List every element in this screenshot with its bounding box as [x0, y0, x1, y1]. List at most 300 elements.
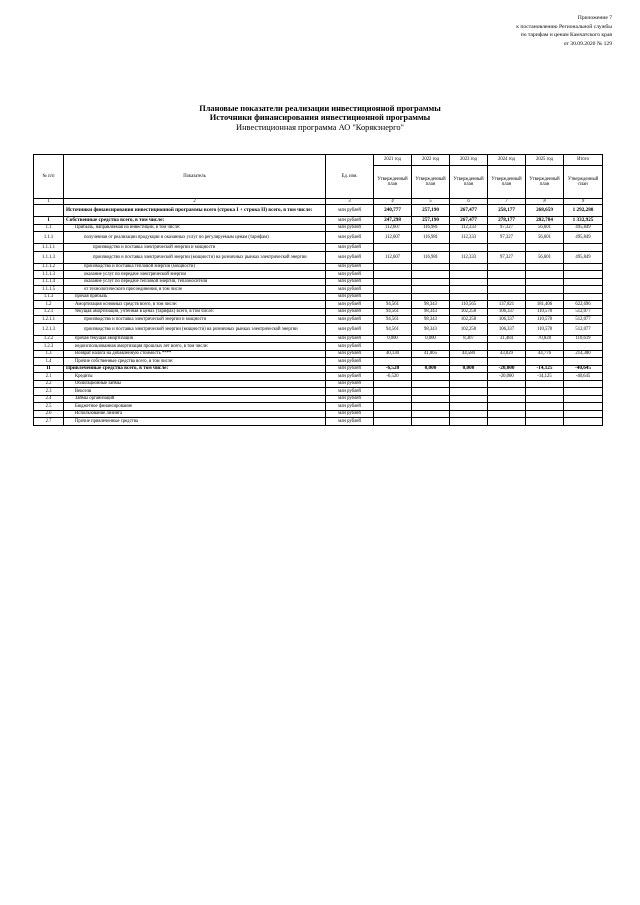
row-value [564, 418, 603, 426]
row-number: 1.2.3 [34, 343, 64, 351]
row-value [488, 395, 526, 403]
row-indicator: Прочие собственные средства всего, в том числе: [64, 358, 326, 366]
row-indicator: от технологического присоединения, в том числе [64, 286, 326, 294]
row-unit: млн рублей [326, 301, 374, 309]
table-row [34, 350, 603, 358]
header-sub: Утвержденный план [488, 166, 526, 199]
table-row [34, 323, 603, 335]
row-value [488, 244, 526, 252]
row-value: -20,000 [488, 365, 526, 373]
column-index: 4 [374, 199, 412, 205]
table-row [34, 271, 603, 279]
row-value [526, 388, 564, 396]
row-number: 1.1.1 [34, 232, 64, 244]
row-indicator: текущая амортизация, учтенная в ценах (тарифах) всего, в том числе: [64, 308, 326, 316]
row-indicator: недоиспользованная амортизация прошлых лет всего, в том числе: [64, 343, 326, 351]
table-row [34, 301, 603, 309]
row-value [564, 278, 603, 286]
row-value: 137,821 [488, 301, 526, 309]
row-value: 267,477 [450, 205, 488, 217]
table-row [34, 244, 603, 252]
row-value [374, 263, 412, 271]
appendix-block [516, 14, 612, 48]
row-value: 98,343 [412, 301, 450, 309]
row-value [564, 263, 603, 271]
row-value [564, 358, 603, 366]
row-value [412, 380, 450, 388]
row-value [374, 358, 412, 366]
column-index: 2 [64, 199, 326, 205]
row-unit: млн рублей [326, 263, 374, 271]
row-value [564, 293, 603, 301]
row-indicator: Источники финансирования инвестиционной программы всего (строка I + строка II) всего, в том числе: [64, 205, 326, 217]
row-value: 257,190 [412, 205, 450, 217]
row-unit: млн рублей [326, 251, 374, 263]
row-value [488, 343, 526, 351]
row-value: 116,981 [412, 232, 450, 244]
row-value [412, 410, 450, 418]
header-indicator: Показатель [64, 155, 326, 199]
row-value [488, 278, 526, 286]
table-row [34, 380, 603, 388]
row-value: 495,849 [564, 224, 603, 232]
row-unit: млн рублей [326, 286, 374, 294]
title-line: Плановые показатели реализации инвестиционной программы [199, 104, 441, 113]
row-value: 110,565 [450, 301, 488, 309]
row-number: 1.1.1.3 [34, 271, 64, 279]
table-row [34, 365, 603, 373]
header-sub: Утвержденный план [526, 166, 564, 199]
column-index: 9 [564, 199, 603, 205]
row-unit: млн рублей [326, 380, 374, 388]
row-value: 112,607 [374, 251, 412, 263]
row-value [488, 358, 526, 366]
row-value [564, 388, 603, 396]
row-number: 2.3 [34, 388, 64, 396]
row-value: 1 292,280 [564, 205, 603, 217]
row-unit: млн рублей [326, 358, 374, 366]
row-value: 267,477 [450, 217, 488, 225]
row-value [450, 395, 488, 403]
row-value [488, 418, 526, 426]
row-indicator: Займы организаций [64, 395, 326, 403]
row-indicator: Прибыль, направляемая на инвестиции, в том числе: [64, 224, 326, 232]
row-value [374, 380, 412, 388]
row-value [564, 244, 603, 252]
row-value: 94,561 [374, 301, 412, 309]
row-value [450, 403, 488, 411]
row-value: 102,258 [450, 323, 488, 335]
row-value: 94,561 [374, 323, 412, 335]
row-value [374, 403, 412, 411]
row-value [374, 395, 412, 403]
row-value [450, 380, 488, 388]
row-value: 116,981 [412, 251, 450, 263]
row-value [488, 410, 526, 418]
row-number: 1.1.1.5 [34, 286, 64, 294]
row-value [374, 293, 412, 301]
row-value: 282,784 [526, 217, 564, 225]
row-indicator: производство и поставка электрической энергии и мощности [64, 244, 326, 252]
row-value [526, 418, 564, 426]
table-row [34, 410, 603, 418]
row-value: 258,177 [488, 205, 526, 217]
row-unit: млн рублей [326, 308, 374, 316]
row-value [564, 403, 603, 411]
row-value [412, 358, 450, 366]
row-number: 1.1 [34, 224, 64, 232]
row-value: 0,000 [374, 335, 412, 343]
row-value: 106,337 [488, 323, 526, 335]
row-value [412, 278, 450, 286]
row-value: 8,307 [450, 335, 488, 343]
row-value: 112,333 [450, 251, 488, 263]
row-value [450, 388, 488, 396]
row-number: 2.6 [34, 410, 64, 418]
column-index: 7 [488, 199, 526, 205]
row-value [526, 244, 564, 252]
row-value: 181,406 [526, 301, 564, 309]
row-value [526, 286, 564, 294]
row-value: 278,177 [488, 217, 526, 225]
row-value [374, 410, 412, 418]
row-indicator: Кредиты [64, 373, 326, 381]
row-value [412, 263, 450, 271]
row-indicator: оказание услуг по передаче тепловой энергии, теплоносителя [64, 278, 326, 286]
table-row [34, 217, 603, 225]
row-value: 512,077 [564, 308, 603, 316]
row-value [412, 293, 450, 301]
row-indicator: Использование лизинга [64, 410, 326, 418]
row-value [564, 271, 603, 279]
row-value: 1 332,925 [564, 217, 603, 225]
row-number: 1.2.2 [34, 335, 64, 343]
financing-table [33, 154, 603, 426]
row-number: 1.1.1.3 [34, 251, 64, 263]
row-value [450, 418, 488, 426]
row-value: 110,578 [526, 323, 564, 335]
row-value [488, 293, 526, 301]
column-index: 6 [450, 199, 488, 205]
row-value: 247,298 [374, 217, 412, 225]
row-number: 1.2 [34, 301, 64, 309]
row-value [374, 271, 412, 279]
table-row [34, 335, 603, 343]
row-unit: млн рублей [326, 395, 374, 403]
row-indicator: производство и поставка электрической энергии и мощности [64, 316, 326, 324]
row-value [526, 278, 564, 286]
row-indicator: прочая текущая амортизация [64, 335, 326, 343]
table-row [34, 232, 603, 244]
row-unit: млн рублей [326, 343, 374, 351]
row-value: 622,696 [564, 301, 603, 309]
row-value [374, 418, 412, 426]
row-value [488, 286, 526, 294]
table-row [34, 403, 603, 411]
row-value [412, 403, 450, 411]
row-value: 56,601 [526, 251, 564, 263]
table-row [34, 395, 603, 403]
row-value [412, 244, 450, 252]
title-line: Источники финансирования инвестиционной программы [209, 113, 431, 123]
header-year: 2024 год [488, 155, 526, 166]
row-indicator: Амортизация основных средств всего, в том числе: [64, 301, 326, 309]
row-value [526, 293, 564, 301]
row-value: 98,343 [412, 316, 450, 324]
row-value: 110,619 [564, 335, 603, 343]
row-value [526, 263, 564, 271]
row-indicator: Привлеченные средства всего, в том числе: [64, 365, 326, 373]
table-row [34, 418, 603, 426]
row-value: 110,578 [526, 316, 564, 324]
row-value: 102,258 [450, 308, 488, 316]
row-value [450, 278, 488, 286]
row-value: 94,561 [374, 308, 412, 316]
row-number: 1.1.1.1 [34, 244, 64, 252]
row-number: 1.2.1.3 [34, 323, 64, 335]
row-unit: млн рублей [326, 316, 374, 324]
row-unit: млн рублей [326, 217, 374, 225]
row-value: 44,580 [450, 350, 488, 358]
column-index: 3 [326, 199, 374, 205]
row-value: 112,333 [450, 232, 488, 244]
header-year: 2021 год [374, 155, 412, 166]
row-value: 112,607 [374, 232, 412, 244]
row-value: 214,380 [564, 350, 603, 358]
row-number: II [34, 365, 64, 373]
row-value [450, 263, 488, 271]
row-value: 31,484 [488, 335, 526, 343]
row-number: I [34, 217, 64, 225]
row-value [450, 373, 488, 381]
header-sub: Утвержденный план [450, 166, 488, 199]
row-unit: млн рублей [326, 271, 374, 279]
row-unit: млн рублей [326, 373, 374, 381]
row-unit: млн рублей [326, 205, 374, 217]
appendix-line: от 30.09.2020 № 129 [563, 40, 612, 47]
table-row [34, 388, 603, 396]
row-value: 56,601 [526, 224, 564, 232]
row-number: 2.5 [34, 403, 64, 411]
column-index: 8 [526, 199, 564, 205]
row-unit: млн рублей [326, 388, 374, 396]
row-indicator: Векселя [64, 388, 326, 396]
row-value: 56,601 [526, 232, 564, 244]
row-number: 1.3 [34, 350, 64, 358]
row-indicator: производство и поставка тепловой энергии (мощности) [64, 263, 326, 271]
table-row [34, 224, 603, 232]
row-value [412, 418, 450, 426]
row-value: 70,828 [526, 335, 564, 343]
header-year: 2025 год [526, 155, 564, 166]
row-value [526, 380, 564, 388]
row-unit: млн рублей [326, 244, 374, 252]
row-value: 0,000 [450, 365, 488, 373]
row-value [450, 343, 488, 351]
row-value [488, 388, 526, 396]
row-number: 1.1.1.2 [34, 263, 64, 271]
row-unit: млн рублей [326, 410, 374, 418]
row-value [564, 286, 603, 294]
row-value: 97,327 [488, 224, 526, 232]
table-body [34, 205, 603, 426]
row-value [564, 380, 603, 388]
header-sub: Утвержденный план [564, 166, 603, 199]
row-value: 106,337 [488, 308, 526, 316]
table-row [34, 316, 603, 324]
row-indicator: Прочие привлеченные средства [64, 418, 326, 426]
row-value [412, 343, 450, 351]
row-value: 98,343 [412, 308, 450, 316]
table-row [34, 373, 603, 381]
row-value [412, 271, 450, 279]
row-value: 240,777 [374, 205, 412, 217]
row-value: 43,029 [488, 350, 526, 358]
row-value: 110,578 [526, 308, 564, 316]
row-indicator: прочая прибыль [64, 293, 326, 301]
row-value: 94,561 [374, 316, 412, 324]
row-indicator: Собственные средства всего, в том числе: [64, 217, 326, 225]
row-unit: млн рублей [326, 365, 374, 373]
row-number: 2.7 [34, 418, 64, 426]
row-value [374, 278, 412, 286]
row-indicator: Возврат налога на добавленную стоимость **** [64, 350, 326, 358]
row-unit: млн рублей [326, 418, 374, 426]
row-value: 116,981 [412, 224, 450, 232]
row-value: 495,849 [564, 251, 603, 263]
row-value: 41,865 [412, 350, 450, 358]
row-value [564, 395, 603, 403]
row-value: 97,327 [488, 232, 526, 244]
row-value: 97,327 [488, 251, 526, 263]
row-value [374, 343, 412, 351]
row-value [526, 358, 564, 366]
row-value: 98,343 [412, 323, 450, 335]
column-index: 1 [34, 199, 64, 205]
row-value: 106,337 [488, 316, 526, 324]
row-value: -40,645 [564, 365, 603, 373]
row-value: -14,125 [526, 373, 564, 381]
row-value [412, 373, 450, 381]
row-value [488, 403, 526, 411]
row-value [412, 395, 450, 403]
header-sub: Утвержденный план [374, 166, 412, 199]
header-year: Итого [564, 155, 603, 166]
row-number: 1.1.3 [34, 293, 64, 301]
row-number [34, 205, 64, 217]
row-indicator: оказание услуг по передаче электрической энергии [64, 271, 326, 279]
row-unit: млн рублей [326, 293, 374, 301]
row-value [374, 286, 412, 294]
row-value [450, 271, 488, 279]
row-value: 0,000 [412, 365, 450, 373]
table-row [34, 308, 603, 316]
row-value: -6,520 [374, 373, 412, 381]
header-unit: Ед. изм. [326, 155, 374, 199]
row-unit: млн рублей [326, 278, 374, 286]
row-indicator: полученная от реализации продукции и оказанных услуг по регулируемым ценам (тарифам) [64, 232, 326, 244]
row-value [526, 410, 564, 418]
row-value [526, 343, 564, 351]
table-row [34, 358, 603, 366]
subtitle-line: Инвестиционная программа АО "Корякэнерго" [236, 122, 404, 132]
row-value [450, 410, 488, 418]
row-value [450, 286, 488, 294]
row-value: 112,607 [374, 224, 412, 232]
table-row [34, 343, 603, 351]
row-value [450, 358, 488, 366]
row-value [526, 271, 564, 279]
table-row [34, 293, 603, 301]
row-value [412, 388, 450, 396]
row-unit: млн рублей [326, 350, 374, 358]
row-unit: млн рублей [326, 335, 374, 343]
header-year: 2022 год [412, 155, 450, 166]
row-value: 268,659 [526, 205, 564, 217]
appendix-line: по тарифам и ценам Камчатского края [520, 32, 612, 39]
row-value [488, 263, 526, 271]
row-value [488, 380, 526, 388]
row-value: -40,645 [564, 373, 603, 381]
row-indicator: Облигационные займы [64, 380, 326, 388]
row-value: 512,077 [564, 316, 603, 324]
row-value: 257,190 [412, 217, 450, 225]
row-unit: млн рублей [326, 323, 374, 335]
row-value: -6,520 [374, 365, 412, 373]
column-index: 5 [412, 199, 450, 205]
table-row [34, 251, 603, 263]
row-value: 495,849 [564, 232, 603, 244]
row-number: 1.2.1 [34, 308, 64, 316]
row-value: 40,130 [374, 350, 412, 358]
table-row [34, 205, 603, 217]
row-unit: млн рублей [326, 232, 374, 244]
row-value: -20,000 [488, 373, 526, 381]
row-value: 44,776 [526, 350, 564, 358]
row-value [564, 343, 603, 351]
appendix-line: к постановлению Региональной службы [516, 23, 612, 30]
row-value: -14,125 [526, 365, 564, 373]
row-unit: млн рублей [326, 224, 374, 232]
row-number: 2.1 [34, 373, 64, 381]
row-number: 1.2.1.1 [34, 316, 64, 324]
table-row [34, 286, 603, 294]
header-num: № п/п [34, 155, 64, 199]
row-value [450, 293, 488, 301]
row-number: 1.1.1.4 [34, 278, 64, 286]
row-value: 512,077 [564, 323, 603, 335]
row-value [488, 271, 526, 279]
document-title [0, 104, 640, 132]
row-value: 102,258 [450, 316, 488, 324]
row-value: 112,333 [450, 224, 488, 232]
row-value: 0,000 [412, 335, 450, 343]
row-value [526, 403, 564, 411]
appendix-line: Приложение 7 [577, 15, 612, 21]
row-value [374, 388, 412, 396]
row-value [564, 410, 603, 418]
row-number: 1.4 [34, 358, 64, 366]
row-number: 2.2 [34, 380, 64, 388]
row-indicator: производство и поставка электрической энергии (мощности) на розничных рынках электрической энергии [64, 323, 326, 335]
row-unit: млн рублей [326, 403, 374, 411]
row-value [450, 244, 488, 252]
row-indicator: Бюджетное финансирование [64, 403, 326, 411]
table-row [34, 263, 603, 271]
header-sub: Утвержденный план [412, 166, 450, 199]
row-indicator: производство и поставка электрической энергии (мощности) на розничных рынках электрической энергии [64, 251, 326, 263]
table-row [34, 278, 603, 286]
